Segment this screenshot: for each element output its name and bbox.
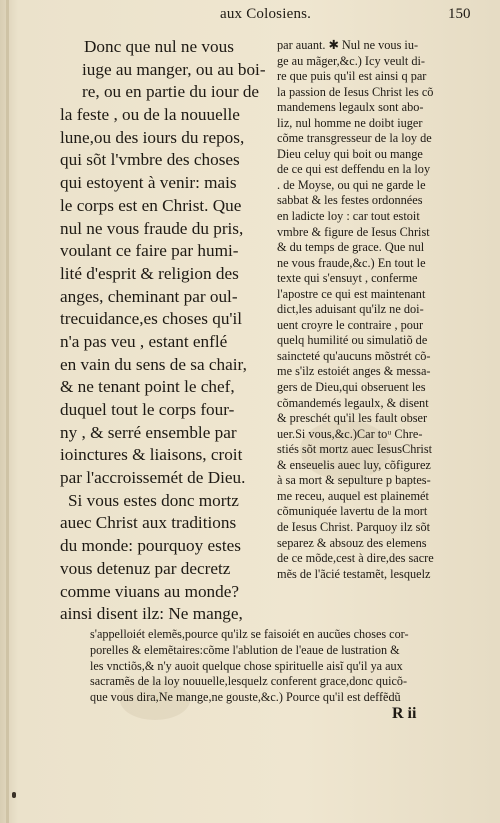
text-line: du monde: pourquoy estes [60,536,241,556]
text-line: la feste , ou de la nouuelle [60,105,240,125]
gloss-line: . de Moyse, ou qui ne garde le [277,177,426,192]
gloss-line: de ce mõde,cest à dire,des sacre [277,551,434,566]
gloss-line: & preschét qu'il les fault obser [277,411,428,426]
gloss-line: me s'ilz estoiét anges & messa- [277,364,431,379]
gloss-line: par auant. ✱ Nul ne vous iu- [277,38,419,52]
gloss-line: saincteté qu'aucuns mõstrét cõ- [277,348,431,363]
text-line: Si vous estes donc mortz [68,490,239,510]
gloss-line: & enseuelis auec luy, cõfigurez [277,457,431,472]
text-line: Donc que nul ne vous [84,37,234,56]
gloss-line: uent croyre le contraire , pour [277,317,424,332]
gloss-line: texte qui s'ensuyt , conferme [277,271,418,286]
folio-number: 150 [448,6,471,22]
text-line: iuge au manger, ou au boi- [82,59,266,79]
signature-mark: R ii [392,705,417,722]
page-gutter [6,0,9,823]
text-line: comme viuans au monde? [60,581,239,601]
gloss-column [277,38,473,630]
ink-speck [12,792,16,798]
gloss-line: separez & absouz des elemens [277,535,427,550]
gloss-line: porelles & elemẽtaires:cõme l'ablution de l'eaue de lustration & [90,642,400,657]
gloss-line: de Iesus Christ. Parquoy ilz sõt [277,519,431,534]
page-header [0,6,500,32]
text-line: re, ou en partie du iour de [82,82,260,102]
text-line: ny , & serré ensemble par [60,422,237,442]
text-line: duquel tout le corps four- [60,400,235,419]
gloss-line: sabbat & les festes ordonnées [277,193,423,208]
gloss-line: sacramẽs de la loy nouuelle,lesquelz conferent grace,donc quicõ- [90,674,408,689]
text-line: le corps est en Christ. Que [60,195,242,215]
text-line: qui estoyent à venir: mais [60,173,237,193]
text-line: anges, cheminant par oul- [60,286,238,306]
text-line: lune,ou des iours du repos, [60,127,245,147]
text-line: n'a pas veu , estant enflé [60,331,228,351]
gloss-line: liz, nul homme ne doibt iuger [277,115,423,130]
text-line: ainsi disent ilz: Ne mange, [60,604,243,624]
gloss-line: vmbre & figure de Iesus Christ [277,224,430,239]
gloss-line: cõmandemés legaulx, & disent [277,395,429,410]
text-line: trecuidance,es choses qu'il [60,309,243,329]
gloss-line: la passion de Iesus Christ les cõ [277,84,434,99]
gloss-line: ge au mãger,&c.) Icy veult di- [277,53,426,68]
gloss-line: en ladicte loy : car tout estoit [277,209,420,224]
text-line: auec Christ aux traditions [60,513,237,533]
text-line: voulant ce faire par humi- [60,241,239,261]
gloss-line: me receu, auquel est plainemét [277,488,429,503]
gloss-line: cõmuniquée lavertu de la mort [277,504,428,519]
text-line: & ne tenant point le chef, [60,377,235,397]
text-line: qui sõt l'vmbre des choses [60,150,240,170]
gloss-line: Dieu celuy qui boit ou mange [277,146,423,161]
text-line: ioinctures & liaisons, croit [60,445,243,465]
gloss-line: cõme transgresseur de la loy de [277,131,432,146]
gloss-line: uer.Si vous,&c.)Car toᵘ Chre- [277,426,423,441]
running-title: aux Colosiens. [220,6,312,22]
gloss-line: mẽs de l'ãcié testamẽt, lesquelz [277,566,431,581]
gloss-line: quelq humilité ou simulatiõ de [277,333,428,348]
gloss-line: dict,les aduisant qu'ilz ne doi- [277,302,424,317]
text-line: en vain du sens de sa chair, [60,354,247,374]
gloss-line: s'appelloiét elemẽs,pource qu'ilz se faisoiét en aucũes choses cor- [90,627,409,641]
full-width-gloss [90,627,475,709]
gloss-line: les vnctiõs,& n'y auoit quelque chose spirituelle aisĩ qu'il ya aux [90,658,403,673]
gloss-line: mandemens legaulx sont abo- [277,100,424,115]
gloss-line: de ce qui est deffendu en la loy [277,162,431,177]
text-line: par l'accroissemét de Dieu. [60,468,246,488]
gloss-line: que vous dira,Ne mange,ne gouste,&c.) Pource qu'il est deffẽdũ [90,690,401,705]
gloss-line: & du temps de grace. Que nul [277,240,425,255]
gloss-line: re que puis qu'il est ainsi q par [277,69,427,84]
text-line: vous detenuz par decretz [60,558,231,578]
gloss-line: à sa mort & sepulture p baptes- [277,473,431,488]
gloss-line: stiés sõt mortz auec IesusChrist [277,442,433,457]
gloss-line: gers de Dieu,qui obseruent les [277,380,426,395]
text-line: lité d'esprit & religion des [60,263,239,283]
gloss-line: ne vous fraude,&c.) En tout le [277,255,426,270]
main-text-column [40,36,268,628]
gloss-line: l'apostre ce qui est maintenant [277,286,426,301]
text-line: nul ne vous fraude du pris, [60,218,244,238]
